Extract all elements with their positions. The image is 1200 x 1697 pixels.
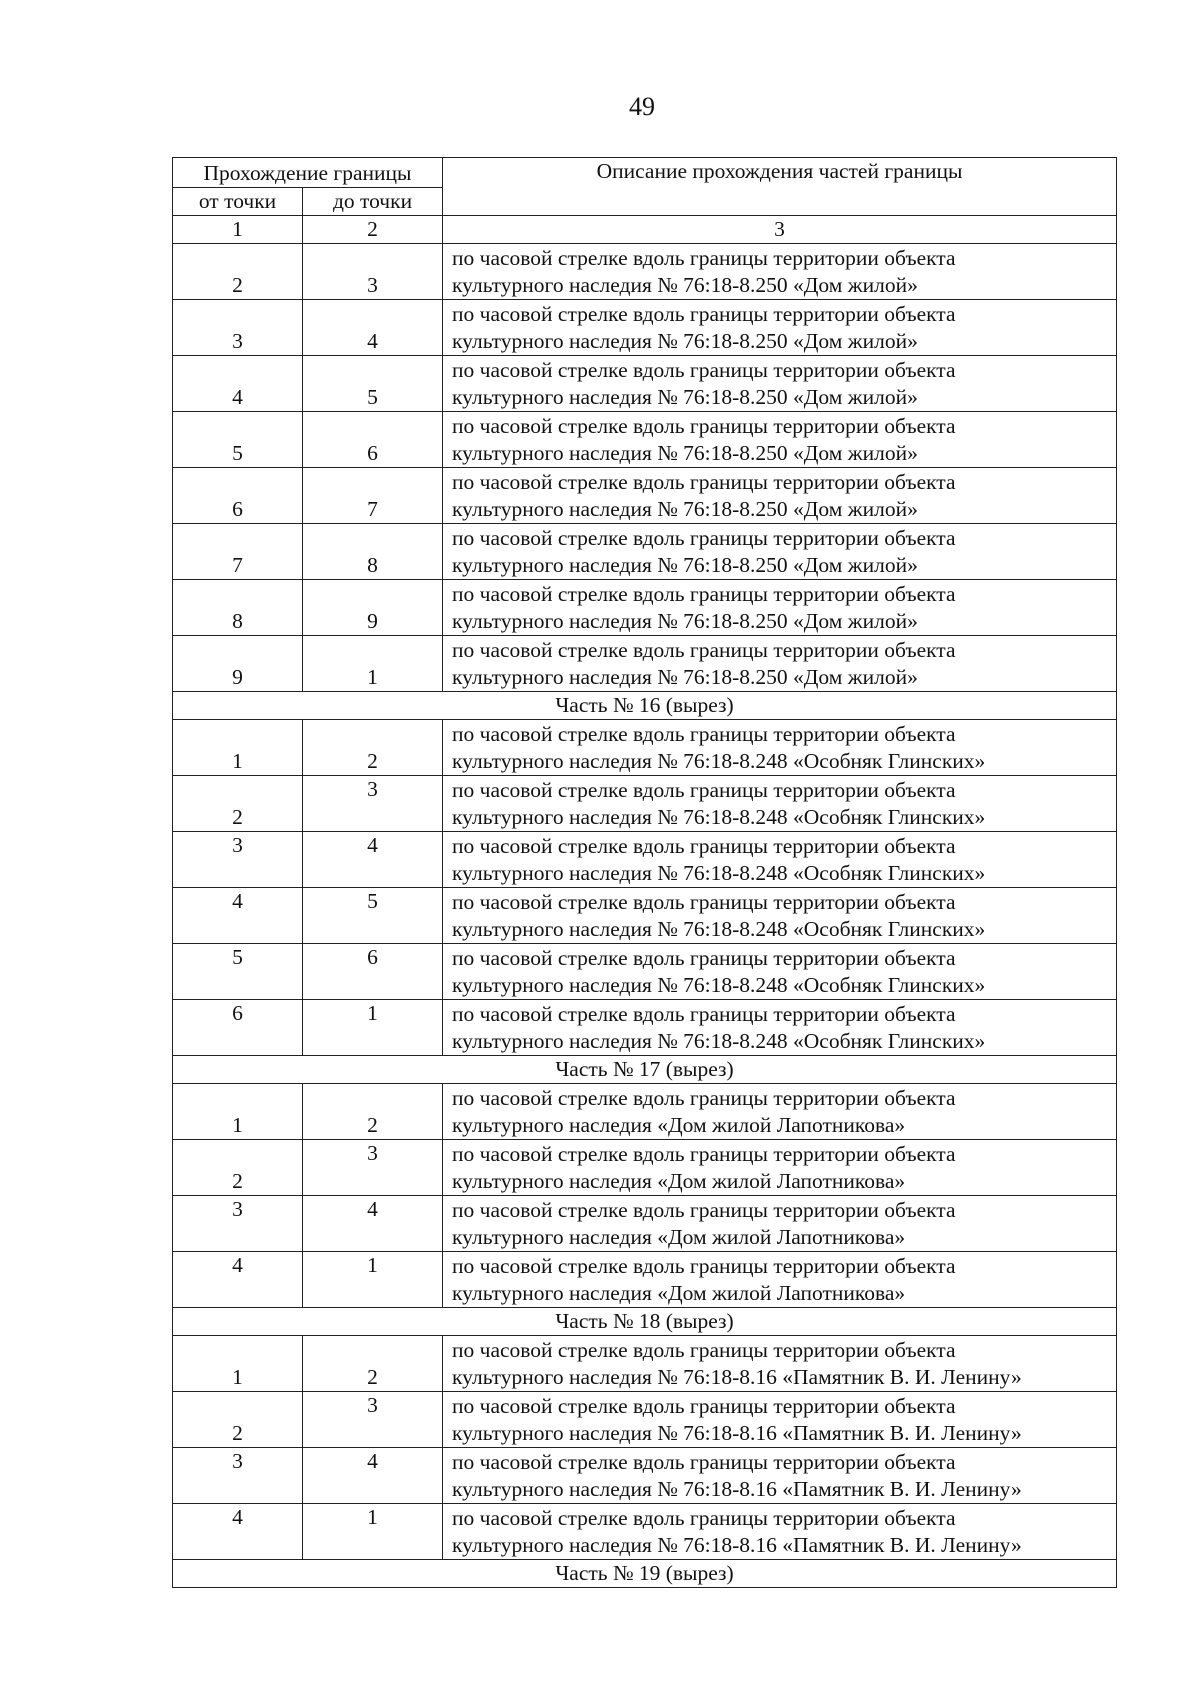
- from-point-cell: 6: [173, 468, 303, 524]
- table-row: [173, 356, 1117, 412]
- from-point-cell: 6: [173, 1000, 303, 1056]
- to-point-cell: 5: [303, 356, 443, 412]
- table-row: [173, 1140, 1117, 1196]
- from-point-cell: 1: [173, 1084, 303, 1140]
- description-line-1: по часовой стрелке вдоль границы территории объекта: [452, 778, 956, 802]
- description-line-2: культурного наследия «Дом жилой Лапотникова»: [452, 1169, 906, 1193]
- description-cell: [443, 636, 1117, 692]
- description-line-2: культурного наследия № 76:18-8.250 «Дом жилой»: [452, 329, 918, 353]
- to-point-cell: 7: [303, 468, 443, 524]
- to-point-cell: 4: [303, 1196, 443, 1252]
- description-cell: [443, 244, 1117, 300]
- to-point-cell: 2: [303, 720, 443, 776]
- description-line-1: по часовой стрелке вдоль границы территории объекта: [452, 946, 956, 970]
- description-cell: [443, 1196, 1117, 1252]
- from-point-cell: 1: [173, 720, 303, 776]
- description-line-2: культурного наследия № 76:18-8.248 «Особняк Глинских»: [452, 1029, 986, 1053]
- from-point-cell: 2: [173, 1140, 303, 1196]
- description-cell: [443, 412, 1117, 468]
- table-row: [173, 636, 1117, 692]
- from-point-cell: 2: [173, 1392, 303, 1448]
- from-point-cell: 3: [173, 1196, 303, 1252]
- to-point-cell: 4: [303, 1448, 443, 1504]
- description-cell: [443, 1336, 1117, 1392]
- table-row: [173, 1336, 1117, 1392]
- table-row: [173, 1448, 1117, 1504]
- description-line-1: по часовой стрелке вдоль границы территории объекта: [452, 1394, 956, 1418]
- header-row: [173, 158, 1117, 188]
- description-line-1: по часовой стрелке вдоль границы территории объекта: [452, 1002, 956, 1026]
- description-line-1: по часовой стрелке вдоль границы территории объекта: [452, 1450, 956, 1474]
- section-row: [173, 1560, 1117, 1588]
- description-line-2: культурного наследия «Дом жилой Лапотникова»: [452, 1113, 906, 1137]
- to-point-header: до точки: [303, 188, 443, 216]
- description-line-2: культурного наследия «Дом жилой Лапотникова»: [452, 1225, 906, 1249]
- table-row: [173, 1084, 1117, 1140]
- description-line-2: культурного наследия № 76:18-8.250 «Дом жилой»: [452, 497, 918, 521]
- to-point-cell: 6: [303, 944, 443, 1000]
- description-line-1: по часовой стрелке вдоль границы территории объекта: [452, 470, 956, 494]
- description-line-2: культурного наследия «Дом жилой Лапотникова»: [452, 1281, 906, 1305]
- passage-header: Прохождение границы: [173, 158, 443, 188]
- to-point-cell: 3: [303, 1392, 443, 1448]
- description-cell: [443, 300, 1117, 356]
- to-point-cell: 6: [303, 412, 443, 468]
- description-line-2: культурного наследия № 76:18-8.16 «Памятник В. И. Ленину»: [452, 1477, 1022, 1501]
- description-cell: [443, 888, 1117, 944]
- to-point-cell: 8: [303, 524, 443, 580]
- to-point-cell: 9: [303, 580, 443, 636]
- table-row: [173, 300, 1117, 356]
- description-line-2: культурного наследия № 76:18-8.16 «Памятник В. И. Ленину»: [452, 1365, 1022, 1389]
- description-line-2: культурного наследия № 76:18-8.250 «Дом жилой»: [452, 441, 918, 465]
- to-point-cell: 3: [303, 1140, 443, 1196]
- description-line-2: культурного наследия № 76:18-8.250 «Дом жилой»: [452, 609, 918, 633]
- column-number-1: 1: [173, 216, 303, 244]
- description-cell: [443, 944, 1117, 1000]
- from-point-cell: 3: [173, 1448, 303, 1504]
- description-cell: [443, 468, 1117, 524]
- from-point-cell: 3: [173, 832, 303, 888]
- description-line-2: культурного наследия № 76:18-8.250 «Дом жилой»: [452, 665, 918, 689]
- table-row: [173, 412, 1117, 468]
- table-row: [173, 1000, 1117, 1056]
- description-cell: [443, 832, 1117, 888]
- description-cell: [443, 1084, 1117, 1140]
- to-point-cell: 4: [303, 300, 443, 356]
- description-line-1: по часовой стрелке вдоль границы территории объекта: [452, 1338, 956, 1362]
- table-row: [173, 944, 1117, 1000]
- table-row: [173, 524, 1117, 580]
- table-row: [173, 468, 1117, 524]
- from-point-cell: 2: [173, 776, 303, 832]
- description-line-1: по часовой стрелке вдоль границы территории объекта: [452, 1254, 956, 1278]
- description-line-2: культурного наследия № 76:18-8.248 «Особняк Глинских»: [452, 973, 986, 997]
- table-row: [173, 1504, 1117, 1560]
- to-point-cell: 3: [303, 776, 443, 832]
- description-line-2: культурного наследия № 76:18-8.248 «Особняк Глинских»: [452, 861, 986, 885]
- to-point-cell: 4: [303, 832, 443, 888]
- description-line-2: культурного наследия № 76:18-8.248 «Особняк Глинских»: [452, 805, 986, 829]
- description-line-2: культурного наследия № 76:18-8.248 «Особняк Глинских»: [452, 749, 986, 773]
- table-row: [173, 720, 1117, 776]
- from-point-cell: 4: [173, 356, 303, 412]
- description-cell: [443, 1392, 1117, 1448]
- description-cell: [443, 1252, 1117, 1308]
- column-number-3: 3: [443, 216, 1117, 244]
- from-point-cell: 9: [173, 636, 303, 692]
- to-point-cell: 1: [303, 1000, 443, 1056]
- section-row: [173, 692, 1117, 720]
- table-row: [173, 1252, 1117, 1308]
- from-point-cell: 1: [173, 1336, 303, 1392]
- description-line-1: по часовой стрелке вдоль границы территории объекта: [452, 1506, 956, 1530]
- description-line-2: культурного наследия № 76:18-8.16 «Памятник В. И. Ленину»: [452, 1533, 1022, 1557]
- to-point-cell: 2: [303, 1336, 443, 1392]
- description-line-1: по часовой стрелке вдоль границы территории объекта: [452, 638, 956, 662]
- description-line-2: культурного наследия № 76:18-8.16 «Памятник В. И. Ленину»: [452, 1421, 1022, 1445]
- description-line-2: культурного наследия № 76:18-8.250 «Дом жилой»: [452, 553, 918, 577]
- description-cell: [443, 524, 1117, 580]
- to-point-cell: 3: [303, 244, 443, 300]
- description-line-2: культурного наследия № 76:18-8.250 «Дом жилой»: [452, 385, 918, 409]
- description-cell: [443, 1504, 1117, 1560]
- column-number-row: [173, 216, 1117, 244]
- section-row: [173, 1056, 1117, 1084]
- description-line-1: по часовой стрелке вдоль границы территории объекта: [452, 834, 956, 858]
- description-line-1: по часовой стрелке вдоль границы территории объекта: [452, 1086, 956, 1110]
- from-point-cell: 2: [173, 244, 303, 300]
- description-line-1: по часовой стрелке вдоль границы территории объекта: [452, 302, 956, 326]
- table-row: [173, 832, 1117, 888]
- description-line-1: по часовой стрелке вдоль границы территории объекта: [452, 722, 956, 746]
- description-cell: [443, 720, 1117, 776]
- table-row: [173, 1196, 1117, 1252]
- from-point-cell: 4: [173, 1504, 303, 1560]
- table-row: [173, 244, 1117, 300]
- from-point-cell: 8: [173, 580, 303, 636]
- to-point-cell: 1: [303, 1504, 443, 1560]
- from-point-cell: 4: [173, 888, 303, 944]
- from-point-cell: 3: [173, 300, 303, 356]
- description-cell: [443, 580, 1117, 636]
- from-point-header: от точки: [173, 188, 303, 216]
- description-cell: [443, 776, 1117, 832]
- column-number-2: 2: [303, 216, 443, 244]
- page-number: 49: [629, 92, 655, 121]
- description-line-1: по часовой стрелке вдоль границы территории объекта: [452, 582, 956, 606]
- table-row: [173, 580, 1117, 636]
- description-cell: [443, 1448, 1117, 1504]
- description-header: Описание прохождения частей границы: [443, 158, 1117, 216]
- table-body: [173, 158, 1117, 1588]
- boundary-table: [172, 157, 1117, 1588]
- description-cell: [443, 1000, 1117, 1056]
- description-line-1: по часовой стрелке вдоль границы территории объекта: [452, 414, 956, 438]
- to-point-cell: 1: [303, 636, 443, 692]
- section-label: Часть № 16 (вырез): [173, 692, 1117, 720]
- table-row: [173, 1392, 1117, 1448]
- description-line-2: культурного наследия № 76:18-8.250 «Дом жилой»: [452, 273, 918, 297]
- to-point-cell: 5: [303, 888, 443, 944]
- from-point-cell: 5: [173, 412, 303, 468]
- description-line-1: по часовой стрелке вдоль границы территории объекта: [452, 246, 956, 270]
- to-point-cell: 2: [303, 1084, 443, 1140]
- table-row: [173, 888, 1117, 944]
- from-point-cell: 5: [173, 944, 303, 1000]
- section-label: Часть № 19 (вырез): [173, 1560, 1117, 1588]
- section-label: Часть № 17 (вырез): [173, 1056, 1117, 1084]
- description-cell: [443, 356, 1117, 412]
- from-point-cell: 4: [173, 1252, 303, 1308]
- table-row: [173, 776, 1117, 832]
- description-line-1: по часовой стрелке вдоль границы территории объекта: [452, 526, 956, 550]
- description-line-1: по часовой стрелке вдоль границы территории объекта: [452, 890, 956, 914]
- description-line-2: культурного наследия № 76:18-8.248 «Особняк Глинских»: [452, 917, 986, 941]
- section-label: Часть № 18 (вырез): [173, 1308, 1117, 1336]
- description-line-1: по часовой стрелке вдоль границы территории объекта: [452, 1198, 956, 1222]
- description-cell: [443, 1140, 1117, 1196]
- description-line-1: по часовой стрелке вдоль границы территории объекта: [452, 1142, 956, 1166]
- from-point-cell: 7: [173, 524, 303, 580]
- section-row: [173, 1308, 1117, 1336]
- to-point-cell: 1: [303, 1252, 443, 1308]
- description-line-1: по часовой стрелке вдоль границы территории объекта: [452, 358, 956, 382]
